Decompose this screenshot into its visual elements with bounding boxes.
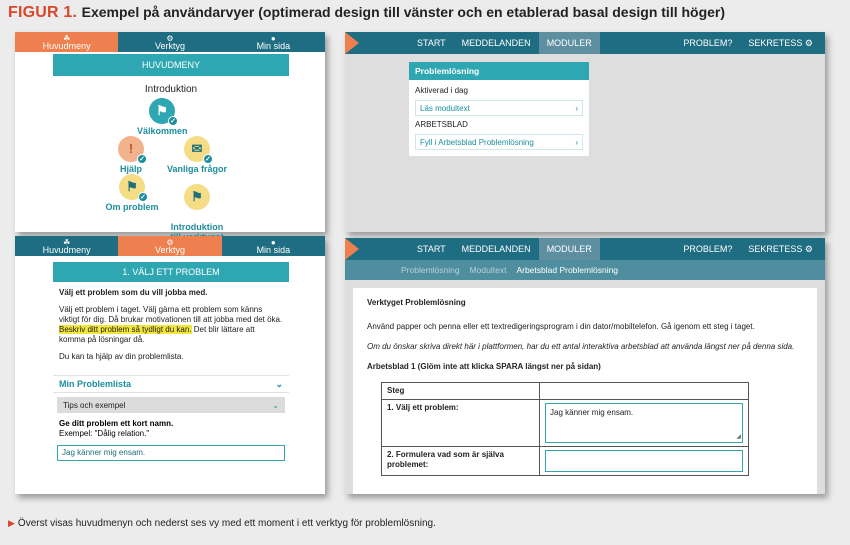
- read-module-link[interactable]: [415, 100, 583, 116]
- nav-label: SEKRETESS: [748, 38, 803, 48]
- figure-caption: [8, 518, 436, 529]
- problem-list-accordion[interactable]: [53, 375, 289, 393]
- table-row: [382, 400, 749, 447]
- gear-icon: ⚙: [804, 38, 813, 48]
- fill-worksheet-link[interactable]: [415, 134, 583, 150]
- tab-verktyg[interactable]: [118, 32, 221, 52]
- chat-icon: ✉ ✓: [184, 136, 210, 162]
- nav-left-group: [409, 238, 600, 260]
- gear-icon: ⚙: [804, 244, 813, 254]
- step1-textarea[interactable]: [545, 403, 743, 443]
- worksheet-heading: ARBETSBLAD: [415, 120, 468, 129]
- table-header-cell: Steg: [382, 383, 540, 400]
- table-row: [382, 383, 749, 400]
- answer-cell: [540, 400, 749, 447]
- chevron-down-icon: ⌄: [275, 378, 283, 389]
- tab-label: Huvudmeny: [42, 245, 91, 255]
- flag-icon: ⚑ ✓: [119, 174, 145, 200]
- tab-label: Min sida: [256, 41, 291, 51]
- gear-icon: ⚙: [166, 238, 174, 247]
- node-valkommen[interactable]: [137, 98, 187, 136]
- desktop-tool-screen: [345, 238, 825, 494]
- worksheet-table: [381, 382, 749, 476]
- chevron-down-icon: ⌄: [272, 400, 279, 410]
- caption-text: Överst visas huvudmenyn och nederst ses vy med ett moment i ett verktyg för problemlösning.: [17, 518, 436, 529]
- warning-icon: ! ✓: [118, 136, 144, 162]
- nav-meddelanden[interactable]: MEDDELANDEN: [461, 244, 531, 254]
- breadcrumb: [345, 260, 825, 280]
- nav-start[interactable]: START: [417, 38, 446, 48]
- step-header: 1. VÄLJ ETT PROBLEM: [53, 262, 289, 282]
- nav-sekretess[interactable]: [740, 238, 821, 260]
- tips-example: Exempel: "Dålig relation.": [59, 429, 150, 438]
- node-hjalp[interactable]: [111, 136, 151, 174]
- table-header-cell-empty: [540, 383, 749, 400]
- step-cell: 2. Formulera vad som är själva problemet:: [382, 447, 540, 476]
- step-para2: Du kan ta hjälp av din problemlista.: [59, 352, 184, 361]
- check-icon: ✓: [137, 154, 147, 164]
- doc-title: Verktyget Problemlösning: [367, 298, 466, 307]
- node-om-problem[interactable]: [105, 174, 159, 212]
- link-label: Fyll i Arbetsblad Problemlösning: [420, 137, 534, 147]
- module-card-title: Problemlösning: [409, 62, 589, 80]
- breadcrumb-arbetsblad[interactable]: Arbetsblad Problemlösning: [516, 265, 619, 275]
- tab-label: Min sida: [256, 245, 291, 255]
- check-icon: ✓: [138, 192, 148, 202]
- tab-huvudmeny[interactable]: [15, 32, 118, 52]
- nav-problem[interactable]: PROBLEM?: [683, 244, 733, 254]
- node-introduktion[interactable]: [165, 174, 229, 242]
- triangle-bullet-icon: ▶: [8, 518, 15, 528]
- doc-intro: Använd papper och penna eller ett textredigeringsprogram i din dator/mobiltelefon. Gå igenom ett steg i taget.: [367, 322, 755, 331]
- trefoil-icon: ☘: [63, 238, 71, 247]
- gear-icon: ⚙: [166, 34, 174, 43]
- textarea-value: Jag känner mig ensam.: [550, 408, 634, 417]
- nav-right-group: [675, 32, 821, 54]
- node-label: Vanliga frågor: [166, 164, 228, 174]
- flag-icon: ⚑ ✓: [149, 98, 175, 124]
- tool-document: [353, 288, 817, 494]
- mobile-tab-bar: [15, 32, 325, 52]
- desktop-top-nav: [345, 32, 825, 54]
- node-label: Välkommen: [137, 126, 188, 136]
- tab-label: Verktyg: [154, 245, 185, 255]
- menu-header: HUVUDMENY: [53, 54, 289, 76]
- check-icon: ✓: [203, 154, 213, 164]
- tips-title: Ge ditt problem ett kort namn.: [59, 419, 174, 428]
- tab-min-sida[interactable]: [222, 32, 325, 52]
- para-text-rest: Det blir lättare att komma på lösningar då.: [59, 325, 255, 344]
- node-label: Hjälp: [119, 164, 142, 174]
- brand-arrow-icon: [345, 32, 359, 54]
- section-label: Introduktion: [144, 84, 198, 95]
- breadcrumb-modultext[interactable]: Modultext: [469, 265, 507, 275]
- breadcrumb-problemlosning[interactable]: Problemlösning: [401, 265, 460, 275]
- table-row: [382, 447, 749, 476]
- figure-title-text: Exempel på användarvyer (optimerad design till vänster och en etablerad basal design till höger): [81, 4, 726, 20]
- menu-content: [53, 54, 289, 232]
- chevron-right-icon: ›: [575, 103, 578, 113]
- figure-title: [8, 4, 725, 28]
- mobile-menu-screen: [15, 32, 325, 232]
- nav-right-group: [675, 238, 821, 260]
- mobile-step-screen: [15, 236, 325, 494]
- nav-left-group: [409, 32, 600, 54]
- answer-cell: [540, 447, 749, 476]
- chevron-right-icon: ›: [575, 137, 578, 147]
- worksheet-title: Arbetsblad 1 (Glöm inte att klicka SPARA längst ner på sidan): [367, 362, 601, 371]
- step-text: [53, 282, 289, 375]
- step2-textarea[interactable]: [545, 450, 743, 472]
- tab-label: Verktyg: [154, 41, 185, 51]
- tips-content: [53, 413, 289, 441]
- desktop-top-nav: [345, 238, 825, 260]
- desktop-module-screen: [345, 32, 825, 232]
- person-icon: ●: [270, 238, 276, 247]
- nav-sekretess[interactable]: [740, 32, 821, 54]
- tips-accordion[interactable]: [57, 397, 285, 413]
- resize-grip-icon[interactable]: ◢: [736, 434, 741, 440]
- doc-note: Om du önskar skriva direkt här i plattformen, har du ett antal interaktiva arbetsblad att använda längst ner på denna sida.: [367, 342, 795, 351]
- tab-label: Huvudmeny: [42, 41, 91, 51]
- node-label: Om problem: [105, 202, 159, 212]
- nav-start[interactable]: START: [417, 244, 446, 254]
- mobile-tab-bar: [15, 236, 325, 256]
- person-icon: ●: [270, 34, 276, 43]
- brand-arrow-icon: [345, 238, 359, 260]
- node-label: Introduktion: [170, 222, 224, 232]
- check-icon: ✓: [168, 116, 178, 126]
- flag-icon: ⚑: [184, 184, 210, 210]
- nav-label: SEKRETESS: [748, 244, 803, 254]
- step-para1: [59, 305, 283, 345]
- step-cell: 1. Välj ett problem:: [382, 400, 540, 447]
- accordion-label: Min Problemlista: [59, 379, 132, 389]
- trefoil-icon: ☘: [63, 34, 71, 43]
- step-content: [53, 262, 289, 494]
- problem-name-input[interactable]: Jag känner mig ensam.: [57, 445, 285, 461]
- tab-min-sida[interactable]: [222, 236, 325, 256]
- module-card: [409, 62, 589, 156]
- node-vanliga-fragor[interactable]: [161, 136, 233, 174]
- para-text: Välj ett problem i taget. Välj gärna ett problem som känns viktigt för dig. Då brukar motivationen till att jobba med det öka.: [59, 305, 283, 324]
- figure-label: FIGUR 1.: [8, 4, 78, 21]
- nav-moduler[interactable]: MODULER: [539, 32, 600, 54]
- module-activated: Aktiverad i dag: [415, 86, 468, 95]
- nav-problem[interactable]: PROBLEM?: [683, 38, 733, 48]
- tab-verktyg[interactable]: [118, 236, 221, 256]
- tips-label: Tips och exempel: [63, 400, 126, 410]
- link-label: Läs modultext: [420, 103, 470, 113]
- step-lead: Välj ett problem som du vill jobba med.: [59, 288, 208, 297]
- nav-moduler[interactable]: MODULER: [539, 238, 600, 260]
- highlighted-text: Beskriv ditt problem så tydligt du kan.: [59, 325, 192, 334]
- nav-meddelanden[interactable]: MEDDELANDEN: [461, 38, 531, 48]
- tab-huvudmeny[interactable]: [15, 236, 118, 256]
